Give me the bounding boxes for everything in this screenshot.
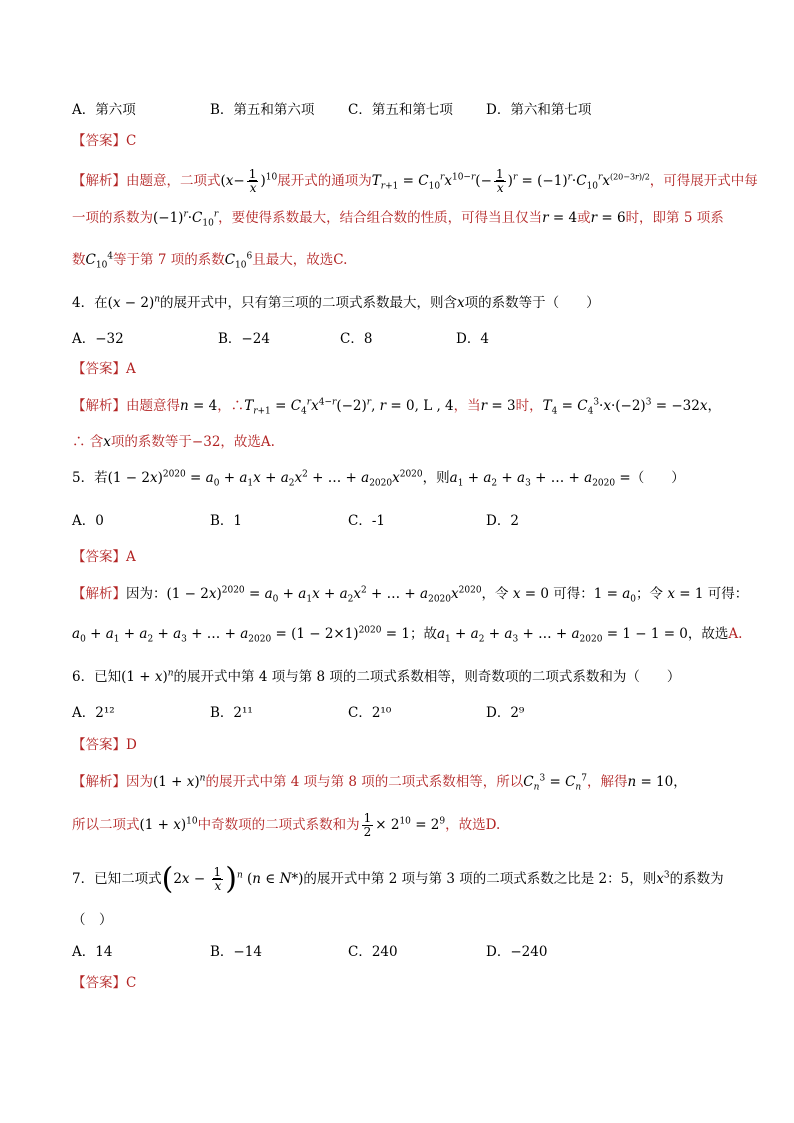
q7-answer-value: C bbox=[126, 975, 137, 991]
q7-option-b: B．−14 bbox=[210, 944, 262, 960]
q5-analysis-line2: $a_0 + a_1 + a_2 + a_3$ + … + $a_{2020} = (1 - 2\times 1)^{2020} = 1$；故$a_1 + a_2 + a_3$ + … + $a_{2020} = 1 - 1 = 0$，故选A. bbox=[72, 625, 743, 645]
q5-option-d: D．2 bbox=[486, 513, 519, 529]
q3-analysis-line1: 【解析】由题意，二项式(x− $\frac{1}{x}$ )$^{10}$展开式的通项为$T_{r+1} = C_{10}^rx^{10-r}(-$ $\frac{1}{x}$ )$^r = (-1)^r\cdot C_{10}^rx^{(20-3r)/2}$，可得展开式中每 bbox=[72, 167, 758, 195]
q4-answer-value: A bbox=[126, 361, 136, 377]
q6-option-d: D．2⁹ bbox=[486, 705, 525, 721]
q4-analysis-line1: 【解析】由题意得n = 4，$\therefore T_{r+1} = C_4^rx^{4-r}(-2)^r$, r = 0, L , 4，当r = 3时，$T_4 = C_4^3\cdot x\cdot(-2)^3 = -32x$， bbox=[72, 397, 721, 417]
q3-answer-value: C bbox=[126, 133, 137, 149]
q4-stem: 4．在$(x - 2)^n$的展开式中，只有第三项的二项式系数最大，则含x项的系数等于（ ） bbox=[72, 294, 600, 311]
q5-answer-value: A bbox=[126, 549, 136, 565]
q7-option-c: C．240 bbox=[348, 944, 398, 960]
q7-option-a: A．14 bbox=[72, 944, 113, 960]
q4-options bbox=[72, 329, 732, 349]
q6-option-b: B．2¹¹ bbox=[210, 705, 253, 721]
q6-analysis-line2: 所以二项式$(1 + x)^{10}$中奇数项的二项式系数和为 $\frac{1}{2}$ × $2^{10} = 2^9$，故选D. bbox=[72, 811, 501, 839]
q7-stem: 7．已知二项式(2x − $\frac{1}{x}$ )$^n$ (n ∈ N*)的展开式中第 2 项与第 3 项的二项式系数之比是 2：5，则$x^3$的系数为 bbox=[72, 861, 724, 897]
q6-analysis-line1: 【解析】因为$(1 + x)^n$的展开式中第 4 项与第 8 项的二项式系数相等，所以$C_n^3 = C_n^7$，解得n = 10， bbox=[72, 773, 687, 793]
q7-answer: 【答案】C bbox=[72, 975, 137, 991]
q4-option-d: D．4 bbox=[456, 331, 489, 347]
q3-option-d: D．第六和第七项 bbox=[486, 102, 592, 118]
q3-analysis-line3: 数$C_{10}^4$等于第 7 项的系数$C_{10}^6$且最大，故选C. bbox=[72, 251, 348, 271]
q3-formula-binomial: (x− $\frac{1}{x}$ )$^{10}$ bbox=[220, 167, 278, 195]
q7-stem-paren: （ ） bbox=[72, 912, 113, 928]
q5-stem: 5．若$(1 - 2x)^{2020} = a_0 + a_1x + a_2x^2$ + … + $a_{2020}x^{2020}$，则$a_1 + a_2 + a_3$ + … + $a_{2020}$ =（ ） bbox=[72, 469, 685, 489]
q3-formula-general-term: $T_{r+1} = C_{10}^rx^{10-r}(-$ $\frac{1}{x}$ )$^r = (-1)^r\cdot C_{10}^rx^{(20-3r)/2}$ bbox=[371, 167, 650, 195]
q4-option-b: B．−24 bbox=[218, 331, 270, 347]
q3-answer: 【答案】C bbox=[72, 133, 137, 149]
q3-option-c: C．第五和第七项 bbox=[348, 102, 453, 118]
q4-analysis-line2: ∴ 含x项的系数等于−32，故选A. bbox=[72, 434, 275, 450]
q7-options bbox=[72, 942, 732, 962]
q5-analysis-line1: 【解析】因为：$(1 - 2x)^{2020} = a_0 + a_1x + a_2x^2$ + … + $a_{2020}x^{2020}$，令 x = 0 可得：$1 = a_0$；令 x = 1 可得： bbox=[72, 585, 749, 605]
q3-analysis-line2: 一项的系数为$(-1)^r\cdot C_{10}^r$，要使得系数最大，结合组合数的性质，可得当且仅当r = 4或r = 6时，即第 5 项系 bbox=[72, 209, 724, 229]
q3-formula-coefficient: $(-1)^r\cdot C_{10}^r$ bbox=[153, 209, 219, 229]
q6-answer: 【答案】D bbox=[72, 737, 137, 753]
q5-options bbox=[72, 511, 732, 531]
q3-option-b: B．第五和第六项 bbox=[210, 102, 315, 118]
q4-option-a: A．−32 bbox=[72, 331, 124, 347]
q6-option-c: C．2¹⁰ bbox=[348, 705, 392, 721]
q6-answer-value: D bbox=[126, 737, 137, 753]
q6-option-a: A．2¹² bbox=[72, 705, 115, 721]
q4-option-c: C．8 bbox=[340, 331, 373, 347]
q5-option-a: A．0 bbox=[72, 513, 104, 529]
q4-answer: 【答案】A bbox=[72, 361, 136, 377]
q7-option-d: D．−240 bbox=[486, 944, 548, 960]
q3-options bbox=[72, 100, 732, 120]
q5-option-c: C．-1 bbox=[348, 513, 385, 529]
q6-options bbox=[72, 703, 732, 723]
q6-stem: 6．已知$(1 + x)^n$的展开式中第 4 项与第 8 项的二项式系数相等，则奇数项的二项式系数和为（ ） bbox=[72, 668, 681, 685]
q3-option-a: A．第六项 bbox=[72, 102, 136, 118]
q5-answer: 【答案】A bbox=[72, 549, 136, 565]
q5-option-b: B．1 bbox=[210, 513, 243, 529]
